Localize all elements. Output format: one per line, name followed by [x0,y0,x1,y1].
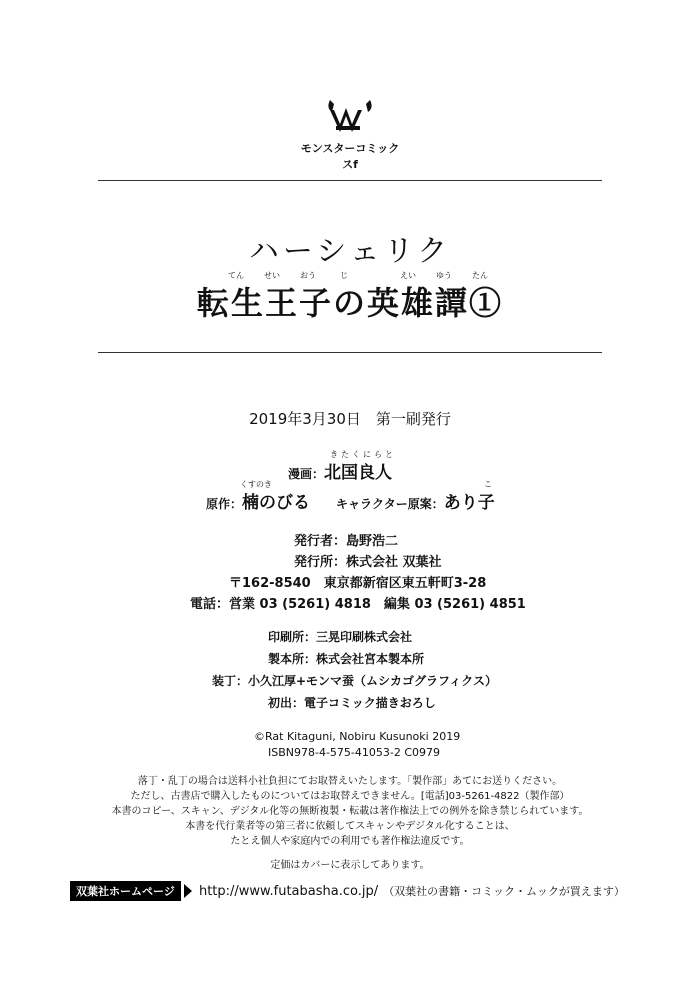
title-line1: ハーシェリク [248,234,452,269]
notice-4: 本書を代行業者等の第三者に依頼してスキャンやデジタル化することは、 [185,821,515,832]
top-rule [98,180,602,181]
title-line2: 転生王子の英雄譚① [196,284,503,322]
middle-rule [98,352,602,353]
binder-line: 製本所：株式会社宮本製本所 [268,652,425,666]
ruby-yuu: ゆう [436,271,452,280]
original-name: 楠のびる [242,493,311,513]
publisher-address-line: 〒162-8540 東京都新宿区東五軒町3-28 [229,576,487,591]
ruby-sei: せい [264,271,280,280]
printer-line: 印刷所：三晃印刷株式会社 [268,630,413,644]
logo-label: モンスターコミックスf [300,142,400,171]
notice-2: ただし、古書店で購入したものについてはお取替えできません。[電話]03-5261-4822（製作部） [130,791,570,802]
homepage-footer [70,880,670,901]
publisher-phone-line: 電話：営業 03 (5261) 4818 編集 03 (5261) 4851 [190,597,526,612]
ruby-ei: えい [400,271,416,280]
manga-label: 漫画： [288,467,325,481]
character-ruby: こ [484,480,492,489]
edition-date: 2019年3月30日 第一刷発行 [249,410,451,428]
publisher-logo [296,96,404,171]
credit-original [206,480,356,514]
original-ruby: くすのき [240,480,272,489]
character-name: あり子 [443,493,495,513]
homepage-label: 双葉社ホームページ [70,881,181,901]
manga-name: 北国良人 [324,463,393,483]
publisher-line: 発行者：島野浩二 [294,534,399,549]
homepage-url-link[interactable]: http://www.futabasha.co.jp/ [198,884,379,899]
isbn: ISBN978-4-575-41053-2 C0979 [268,746,441,759]
price-note: 定価はカバーに表示してあります。 [270,860,430,871]
first-appearance-line: 初出：電子コミック描きおろし [268,696,436,710]
ruby-ou: おう [300,271,316,280]
arrow-right-icon [184,884,192,898]
credit-manga [288,450,488,484]
ruby-ten: てん [228,271,244,280]
notice-1: 落丁・乱丁の場合は送料小社負担にてお取替えいたします。「製作部」あてにお送りください。 [137,776,563,787]
publisher-company-line: 発行所：株式会社 双葉社 [294,555,442,570]
monster-comics-logo-icon [296,96,404,136]
ruby-ji: じ [340,271,348,280]
copyright: ©Rat Kitaguni, Nobiru Kusunoki 2019 [254,730,461,743]
credit-character [336,480,516,514]
manga-ruby: きたくにらと [330,450,396,459]
notice-3: 本書のコピー、スキャン、デジタル化等の無断複製・転載は著作権法上での例外を除き禁じられています。 [111,806,589,817]
original-label: 原作： [206,497,243,511]
design-line: 装丁：小久江厚+モンマ蚕（ムシカゴグラフィクス） [212,674,497,688]
character-label: キャラクター原案： [336,497,444,511]
notice-5: たとえ個人や家庭内での利用でも著作権法違反です。 [230,836,470,847]
ruby-tan: たん [472,271,488,280]
homepage-url-note: （双葉社の書籍・コミック・ムックが買えます） [383,885,625,898]
